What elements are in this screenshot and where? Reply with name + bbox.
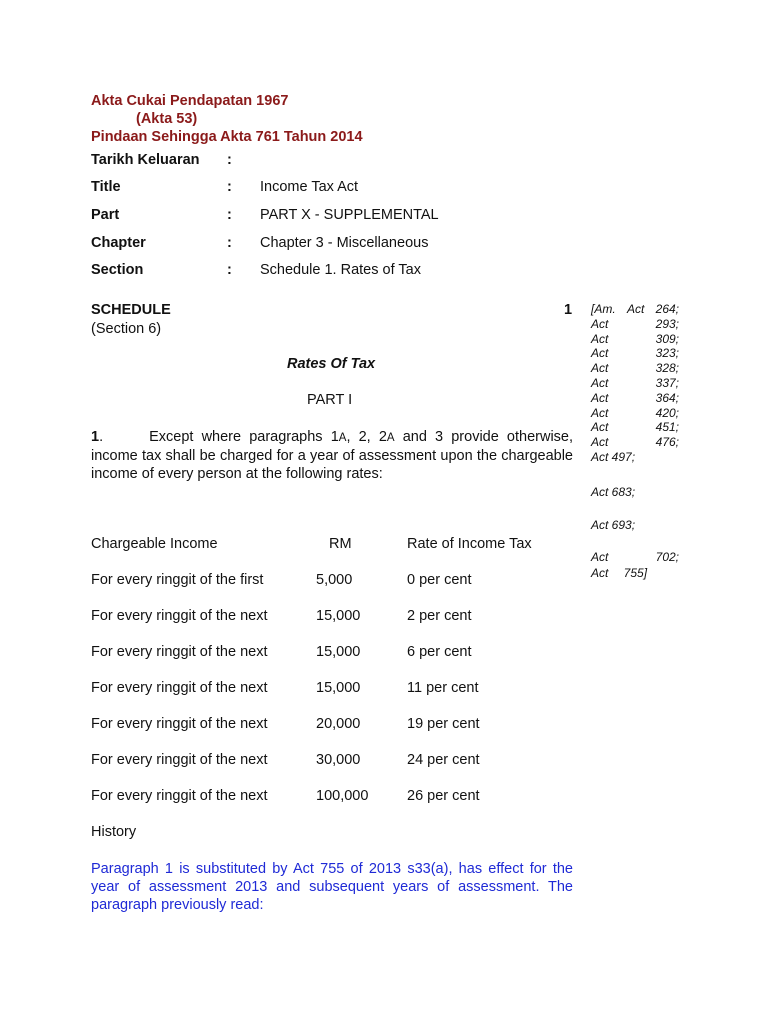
paragraph-1: 1. Except where paragraphs 1A, 2, 2A and 3 provide otherwise, income tax shall be charged for a year of assessment upon the chargeable income of every person at the following rates: <box>91 429 574 482</box>
table-cell-rate: 24 per cent <box>407 752 480 768</box>
table-cell-band: For every ringgit of the next <box>91 716 268 732</box>
table-cell-rate: 11 per cent <box>407 680 479 696</box>
meta-value-chapter: Chapter 3 - Miscellaneous <box>260 235 429 251</box>
amendment-row: Act 328; <box>591 361 679 376</box>
table-cell-rate: 0 per cent <box>407 572 472 588</box>
amendment-row: Act 476; <box>591 435 679 450</box>
amendment-row: Act 337; <box>591 375 679 390</box>
meta-value-title: Income Tax Act <box>260 179 359 195</box>
section-reference: (Section 6) <box>91 321 162 337</box>
meta-value-section: Schedule 1. Rates of Tax <box>260 262 421 278</box>
table-cell-rate: 2 per cent <box>407 608 472 624</box>
amendment-row: [Am. Act 264; <box>591 302 679 316</box>
meta-label-release-date: Tarikh Keluaran <box>91 152 200 168</box>
table-cell-amount: 5,000 <box>316 572 353 588</box>
table-cell-band: For every ringgit of the next <box>91 608 268 624</box>
meta-colon: : <box>227 235 232 251</box>
meta-label-section: Section <box>91 262 144 278</box>
history-label: History <box>91 824 137 840</box>
amendment-row: Act 497; <box>591 449 636 464</box>
schedule-number: 1 <box>564 302 573 318</box>
table-cell-amount: 15,000 <box>316 680 361 696</box>
amendment-row: Act 451; <box>591 420 679 435</box>
history-note: Paragraph 1 is substituted by Act 755 of 2013 s33(a), has effect for the year of assessment 2013 and subsequent years of assessment. The paragraph previously read: <box>91 861 573 913</box>
table-cell-amount: 15,000 <box>316 608 361 624</box>
meta-colon: : <box>227 207 232 223</box>
amendment-row: Act 420; <box>591 405 679 420</box>
meta-colon: : <box>227 179 232 195</box>
meta-colon: : <box>227 152 232 168</box>
amendment-act-693: Act 693; <box>591 518 636 532</box>
table-cell-band: For every ringgit of the next <box>91 680 268 696</box>
table-cell-amount: 20,000 <box>316 716 361 732</box>
meta-label-chapter: Chapter <box>91 235 146 251</box>
table-cell-rate: 6 per cent <box>407 644 472 660</box>
rates-heading: Rates Of Tax <box>287 356 376 372</box>
paragraph-number: 1 <box>91 429 100 445</box>
amendment-act-702-755: Act 702; Act 755] <box>591 550 679 580</box>
amendment-row: Act 293; <box>591 316 679 331</box>
act-number: (Akta 53) <box>136 111 198 127</box>
table-cell-band: For every ringgit of the next <box>91 752 268 768</box>
meta-value-part: PART X - SUPPLEMENTAL <box>260 207 439 223</box>
amendment-act-683: Act 683; <box>591 485 636 499</box>
table-header-income: Chargeable Income <box>91 536 218 552</box>
table-cell-band: For every ringgit of the next <box>91 788 268 804</box>
table-header-rm: RM <box>329 536 352 552</box>
act-title: Akta Cukai Pendapatan 1967 <box>91 93 289 109</box>
amendment-row: Act 364; <box>591 390 679 405</box>
table-header-rate: Rate of Income Tax <box>407 536 532 552</box>
table-cell-rate: 19 per cent <box>407 716 480 732</box>
meta-label-title: Title <box>91 179 121 195</box>
amendment-sidebar <box>591 302 679 465</box>
table-cell-band: For every ringgit of the next <box>91 644 268 660</box>
table-cell-rate: 26 per cent <box>407 788 480 804</box>
table-cell-amount: 100,000 <box>316 788 369 804</box>
meta-colon: : <box>227 262 232 278</box>
table-cell-amount: 15,000 <box>316 644 361 660</box>
schedule-title: SCHEDULE <box>91 302 171 318</box>
amendment-line: Pindaan Sehingga Akta 761 Tahun 2014 <box>91 129 363 145</box>
amendment-row: Act 323; <box>591 346 679 361</box>
table-cell-amount: 30,000 <box>316 752 361 768</box>
part-heading: PART I <box>307 392 353 408</box>
table-cell-band: For every ringgit of the first <box>91 572 264 588</box>
amendment-row: Act 309; <box>591 331 679 346</box>
meta-label-part: Part <box>91 207 120 223</box>
